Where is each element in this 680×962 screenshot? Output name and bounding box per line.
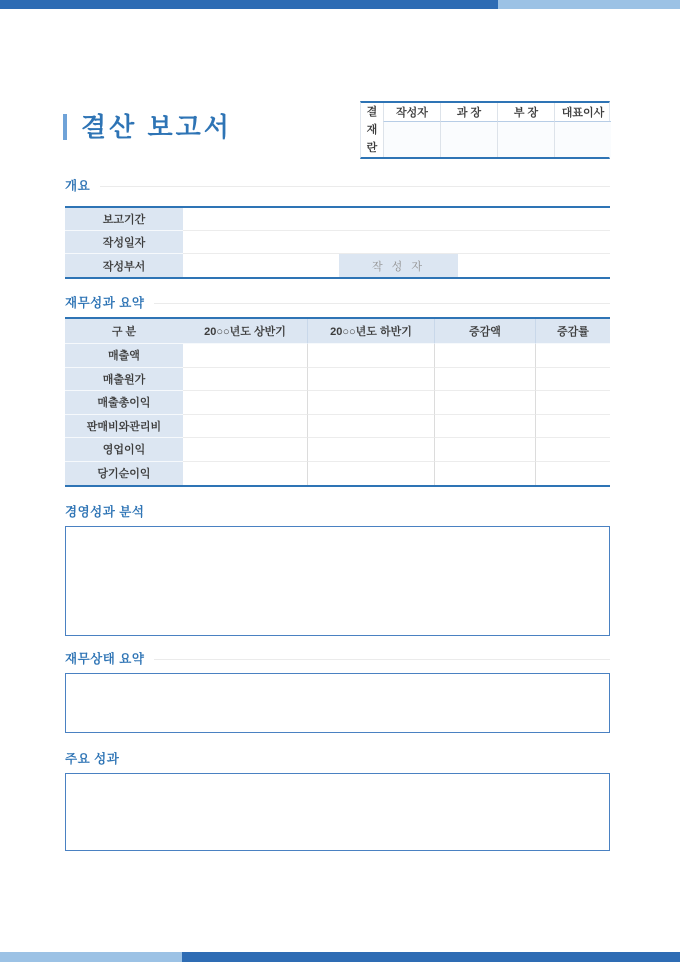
fin-value-cell[interactable] — [434, 462, 535, 486]
overview-section-title-text: 개요 — [65, 179, 91, 193]
approval-column-header-author: 작성자 — [383, 103, 440, 122]
approval-column-header-manager: 과 장 — [440, 103, 497, 122]
approval-signature-cell[interactable] — [554, 122, 611, 157]
fin-value-cell[interactable] — [307, 438, 434, 462]
top-bar-dark-segment — [0, 0, 498, 9]
fin-value-cell[interactable] — [183, 391, 307, 415]
fin-value-cell[interactable] — [535, 415, 610, 439]
fin-value-cell[interactable] — [434, 438, 535, 462]
fin-value-cell[interactable] — [434, 368, 535, 392]
section-overview — [65, 179, 610, 279]
fin-row-label: 매출총이익 — [65, 391, 183, 415]
fin-row-label: 매출액 — [65, 344, 183, 368]
approval-table — [360, 101, 610, 159]
bottom-bar-light-segment — [0, 952, 182, 962]
achievements-section-title-text: 주요 성과 — [65, 752, 120, 766]
top-bar-light-segment — [498, 0, 680, 9]
overview-row-label: 보고기간 — [65, 208, 183, 231]
fin-value-cell[interactable] — [183, 415, 307, 439]
overview-table — [65, 206, 610, 279]
fin-row-label: 영업이익 — [65, 438, 183, 462]
analysis-content-box[interactable] — [65, 526, 610, 636]
status-section-title-text: 재무상태 요약 — [65, 652, 145, 666]
overview-value-cell[interactable] — [183, 254, 339, 277]
approval-signature-cell[interactable] — [497, 122, 554, 157]
fin-value-cell[interactable] — [183, 438, 307, 462]
fin-column-header: 증감률 — [535, 319, 610, 344]
page-title-text: 결산 보고서 — [81, 112, 232, 142]
section-title-rule — [154, 659, 610, 660]
fin-value-cell[interactable] — [307, 462, 434, 486]
approval-stamp-char: 결 — [366, 106, 378, 118]
overview-value-cell[interactable] — [183, 208, 610, 231]
fin-value-cell[interactable] — [434, 344, 535, 368]
fin-column-header: 20○○년도 하반기 — [307, 319, 434, 344]
fin-column-header: 증감액 — [434, 319, 535, 344]
approval-stamp-char: 란 — [366, 142, 378, 154]
fin-value-cell[interactable] — [183, 344, 307, 368]
financial-section-title — [65, 296, 610, 310]
analysis-section-title — [65, 505, 610, 519]
fin-column-header: 구 분 — [65, 319, 183, 344]
fin-value-cell[interactable] — [307, 344, 434, 368]
title-accent-bar — [63, 114, 67, 140]
financial-section-title-text: 재무성과 요약 — [65, 296, 145, 310]
document-header — [65, 101, 610, 159]
fin-row-label: 당기순이익 — [65, 462, 183, 486]
section-analysis — [65, 505, 610, 636]
approval-stamp-char: 재 — [366, 124, 378, 136]
overview-value-cell[interactable] — [458, 254, 610, 277]
fin-value-cell[interactable] — [183, 368, 307, 392]
section-achievements — [65, 752, 610, 851]
fin-value-cell[interactable] — [535, 438, 610, 462]
fin-value-cell[interactable] — [183, 462, 307, 486]
section-title-rule — [154, 303, 610, 304]
overview-section-title — [65, 179, 610, 193]
fin-value-cell[interactable] — [535, 368, 610, 392]
fin-value-cell[interactable] — [535, 462, 610, 486]
analysis-section-title-text: 경영성과 분석 — [65, 505, 145, 519]
page-title — [63, 112, 232, 142]
achievements-content-box[interactable] — [65, 773, 610, 851]
fin-row-label: 판매비와관리비 — [65, 415, 183, 439]
approval-column-header-ceo: 대표이사 — [554, 103, 611, 122]
approval-signature-cell[interactable] — [383, 122, 440, 157]
financial-summary-table — [65, 317, 610, 487]
approval-stamp-label — [361, 103, 383, 157]
fin-row-label: 매출원가 — [65, 368, 183, 392]
status-section-title — [65, 652, 610, 666]
fin-value-cell[interactable] — [434, 415, 535, 439]
overview-value-cell[interactable] — [183, 231, 610, 254]
fin-value-cell[interactable] — [307, 415, 434, 439]
fin-value-cell[interactable] — [434, 391, 535, 415]
fin-column-header: 20○○년도 상반기 — [183, 319, 307, 344]
fin-value-cell[interactable] — [535, 344, 610, 368]
overview-row-label: 작성부서 — [65, 254, 183, 277]
overview-row-label: 작성일자 — [65, 231, 183, 254]
status-content-box[interactable] — [65, 673, 610, 733]
fin-value-cell[interactable] — [307, 391, 434, 415]
author-label-cell: 작 성 자 — [339, 254, 458, 277]
achievements-section-title — [65, 752, 610, 766]
bottom-accent-bar — [0, 952, 680, 962]
approval-signature-cell[interactable] — [440, 122, 497, 157]
section-financial-status — [65, 652, 610, 733]
section-title-rule — [100, 186, 610, 187]
fin-value-cell[interactable] — [307, 368, 434, 392]
approval-column-header-director: 부 장 — [497, 103, 554, 122]
fin-value-cell[interactable] — [535, 391, 610, 415]
top-accent-bar — [0, 0, 680, 9]
section-financial-summary — [65, 296, 610, 487]
bottom-bar-dark-segment — [182, 952, 680, 962]
